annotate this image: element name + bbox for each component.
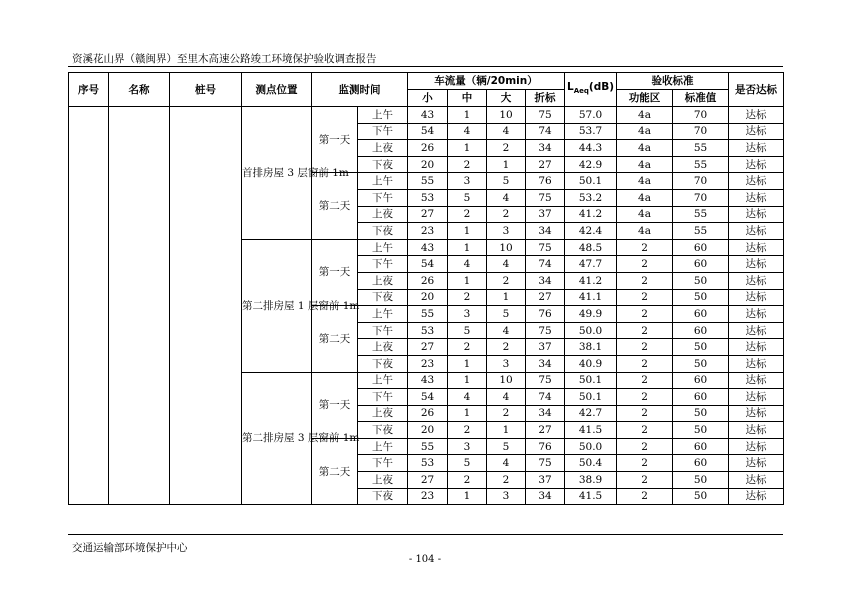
period-cell: 上午 [358, 306, 408, 323]
laeq-cell: 42.7 [565, 405, 617, 422]
period-cell: 上夜 [358, 206, 408, 223]
col-header-laeq [565, 73, 617, 107]
table-body [69, 107, 784, 505]
zone-cell: 2 [617, 472, 673, 489]
small-cell: 20 [408, 422, 448, 439]
pass-cell: 达标 [729, 289, 784, 306]
day-cell: 第一天 [312, 372, 358, 438]
converted-cell: 74 [526, 256, 565, 273]
converted-cell: 74 [526, 123, 565, 140]
converted-cell: 27 [526, 156, 565, 173]
medium-cell: 1 [448, 372, 487, 389]
small-cell: 26 [408, 272, 448, 289]
limit-cell: 50 [673, 488, 729, 505]
limit-cell: 50 [673, 339, 729, 356]
noise-monitoring-table [68, 72, 784, 505]
converted-cell: 75 [526, 189, 565, 206]
col-header-traffic: 车流量（辆/20min） [408, 73, 565, 90]
large-cell: 4 [487, 389, 526, 406]
medium-cell: 1 [448, 405, 487, 422]
zone-cell: 2 [617, 289, 673, 306]
pass-cell: 达标 [729, 156, 784, 173]
period-cell: 下夜 [358, 223, 408, 240]
day-cell: 第一天 [312, 107, 358, 173]
col-header-large: 大 [487, 90, 526, 107]
period-cell: 上午 [358, 173, 408, 190]
converted-cell: 34 [526, 223, 565, 240]
converted-cell: 37 [526, 339, 565, 356]
limit-cell: 60 [673, 256, 729, 273]
medium-cell: 2 [448, 472, 487, 489]
zone-cell: 2 [617, 339, 673, 356]
medium-cell: 1 [448, 107, 487, 124]
small-cell: 55 [408, 438, 448, 455]
laeq-cell: 40.9 [565, 355, 617, 372]
page-number: - 104 - [408, 554, 442, 565]
converted-cell: 27 [526, 422, 565, 439]
period-cell: 下午 [358, 455, 408, 472]
zone-cell: 4a [617, 123, 673, 140]
converted-cell: 76 [526, 306, 565, 323]
pass-cell: 达标 [729, 239, 784, 256]
table-row [69, 107, 784, 124]
period-cell: 上夜 [358, 405, 408, 422]
large-cell: 3 [487, 223, 526, 240]
small-cell: 27 [408, 206, 448, 223]
day-cell: 第二天 [312, 438, 358, 504]
period-cell: 下夜 [358, 355, 408, 372]
small-cell: 20 [408, 289, 448, 306]
medium-cell: 5 [448, 455, 487, 472]
laeq-cell: 50.0 [565, 322, 617, 339]
converted-cell: 76 [526, 438, 565, 455]
zone-cell: 2 [617, 405, 673, 422]
large-cell: 2 [487, 206, 526, 223]
period-cell: 上夜 [358, 140, 408, 157]
zone-cell: 4a [617, 107, 673, 124]
laeq-cell: 41.5 [565, 422, 617, 439]
zone-cell: 4a [617, 223, 673, 240]
zone-cell: 2 [617, 306, 673, 323]
large-cell: 1 [487, 156, 526, 173]
medium-cell: 1 [448, 355, 487, 372]
medium-cell: 1 [448, 272, 487, 289]
limit-cell: 50 [673, 355, 729, 372]
period-cell: 上午 [358, 438, 408, 455]
pass-cell: 达标 [729, 272, 784, 289]
limit-cell: 60 [673, 372, 729, 389]
period-cell: 下午 [358, 256, 408, 273]
converted-cell: 75 [526, 455, 565, 472]
location-cell: 第二排房屋 3 层窗前 1m [242, 372, 312, 505]
limit-cell: 50 [673, 405, 729, 422]
large-cell: 5 [487, 306, 526, 323]
converted-cell: 75 [526, 107, 565, 124]
pass-cell: 达标 [729, 389, 784, 406]
small-cell: 43 [408, 239, 448, 256]
pass-cell: 达标 [729, 140, 784, 157]
pass-cell: 达标 [729, 107, 784, 124]
large-cell: 3 [487, 488, 526, 505]
medium-cell: 4 [448, 123, 487, 140]
limit-cell: 60 [673, 322, 729, 339]
zone-cell: 4a [617, 189, 673, 206]
pass-cell: 达标 [729, 123, 784, 140]
laeq-cell: 50.0 [565, 438, 617, 455]
laeq-subscript: Aeq [573, 87, 589, 96]
large-cell: 4 [487, 322, 526, 339]
large-cell: 5 [487, 438, 526, 455]
large-cell: 1 [487, 422, 526, 439]
laeq-cell: 53.2 [565, 189, 617, 206]
pass-cell: 达标 [729, 306, 784, 323]
period-cell: 上夜 [358, 272, 408, 289]
pass-cell: 达标 [729, 322, 784, 339]
pass-cell: 达标 [729, 472, 784, 489]
large-cell: 2 [487, 472, 526, 489]
pass-cell: 达标 [729, 355, 784, 372]
zone-cell: 2 [617, 256, 673, 273]
limit-cell: 60 [673, 389, 729, 406]
small-cell: 54 [408, 123, 448, 140]
laeq-cell: 41.2 [565, 206, 617, 223]
medium-cell: 2 [448, 339, 487, 356]
converted-cell: 76 [526, 173, 565, 190]
zone-cell: 2 [617, 239, 673, 256]
converted-cell: 37 [526, 472, 565, 489]
limit-cell: 60 [673, 306, 729, 323]
large-cell: 4 [487, 256, 526, 273]
medium-cell: 2 [448, 289, 487, 306]
laeq-cell: 42.4 [565, 223, 617, 240]
zone-cell: 4a [617, 173, 673, 190]
period-cell: 下夜 [358, 488, 408, 505]
laeq-cell: 41.2 [565, 272, 617, 289]
col-header-location: 测点位置 [242, 73, 312, 107]
medium-cell: 4 [448, 256, 487, 273]
zone-cell: 2 [617, 455, 673, 472]
zone-cell: 4a [617, 140, 673, 157]
converted-cell: 34 [526, 355, 565, 372]
small-cell: 55 [408, 173, 448, 190]
medium-cell: 5 [448, 322, 487, 339]
medium-cell: 1 [448, 239, 487, 256]
large-cell: 2 [487, 339, 526, 356]
col-header-standard: 验收标准 [617, 73, 729, 90]
col-header-zone: 功能区 [617, 90, 673, 107]
laeq-cell: 53.7 [565, 123, 617, 140]
limit-cell: 55 [673, 223, 729, 240]
medium-cell: 2 [448, 422, 487, 439]
limit-cell: 50 [673, 289, 729, 306]
pass-cell: 达标 [729, 189, 784, 206]
period-cell: 下夜 [358, 289, 408, 306]
large-cell: 10 [487, 107, 526, 124]
period-cell: 下午 [358, 389, 408, 406]
large-cell: 10 [487, 239, 526, 256]
large-cell: 10 [487, 372, 526, 389]
medium-cell: 1 [448, 223, 487, 240]
zone-cell: 2 [617, 272, 673, 289]
zone-cell: 2 [617, 488, 673, 505]
laeq-cell: 44.3 [565, 140, 617, 157]
laeq-cell: 42.9 [565, 156, 617, 173]
limit-cell: 50 [673, 422, 729, 439]
large-cell: 1 [487, 289, 526, 306]
limit-cell: 55 [673, 140, 729, 157]
medium-cell: 3 [448, 438, 487, 455]
small-cell: 53 [408, 455, 448, 472]
zone-cell: 2 [617, 355, 673, 372]
pass-cell: 达标 [729, 206, 784, 223]
laeq-cell: 48.5 [565, 239, 617, 256]
zone-cell: 2 [617, 372, 673, 389]
converted-cell: 34 [526, 140, 565, 157]
laeq-symbol: L [567, 81, 574, 94]
period-cell: 上午 [358, 239, 408, 256]
limit-cell: 55 [673, 156, 729, 173]
period-cell: 上午 [358, 372, 408, 389]
laeq-cell: 50.1 [565, 173, 617, 190]
medium-cell: 1 [448, 140, 487, 157]
zone-cell: 2 [617, 389, 673, 406]
col-header-seq: 序号 [69, 73, 109, 107]
large-cell: 2 [487, 272, 526, 289]
day-cell: 第二天 [312, 173, 358, 239]
small-cell: 43 [408, 372, 448, 389]
medium-cell: 1 [448, 488, 487, 505]
small-cell: 23 [408, 223, 448, 240]
pass-cell: 达标 [729, 339, 784, 356]
col-header-limit: 标准值 [673, 90, 729, 107]
period-cell: 下午 [358, 189, 408, 206]
period-cell: 下夜 [358, 156, 408, 173]
converted-cell: 34 [526, 405, 565, 422]
stake-cell [170, 107, 242, 505]
limit-cell: 70 [673, 107, 729, 124]
small-cell: 20 [408, 156, 448, 173]
footer-org: 交通运输部环境保护中心 [72, 542, 188, 554]
laeq-cell: 41.1 [565, 289, 617, 306]
col-header-converted: 折标 [526, 90, 565, 107]
small-cell: 27 [408, 472, 448, 489]
converted-cell: 75 [526, 322, 565, 339]
pass-cell: 达标 [729, 422, 784, 439]
large-cell: 3 [487, 355, 526, 372]
pass-cell: 达标 [729, 173, 784, 190]
location-cell: 首排房屋 3 层窗前 1m [242, 107, 312, 240]
period-cell: 下午 [358, 123, 408, 140]
converted-cell: 27 [526, 289, 565, 306]
small-cell: 53 [408, 322, 448, 339]
large-cell: 5 [487, 173, 526, 190]
zone-cell: 2 [617, 438, 673, 455]
zone-cell: 2 [617, 422, 673, 439]
laeq-cell: 49.9 [565, 306, 617, 323]
limit-cell: 70 [673, 189, 729, 206]
small-cell: 23 [408, 355, 448, 372]
large-cell: 2 [487, 140, 526, 157]
limit-cell: 60 [673, 438, 729, 455]
limit-cell: 50 [673, 272, 729, 289]
small-cell: 26 [408, 405, 448, 422]
period-cell: 下夜 [358, 422, 408, 439]
pass-cell: 达标 [729, 405, 784, 422]
period-cell: 下午 [358, 322, 408, 339]
laeq-cell: 50.1 [565, 372, 617, 389]
large-cell: 4 [487, 455, 526, 472]
small-cell: 23 [408, 488, 448, 505]
period-cell: 上夜 [358, 339, 408, 356]
medium-cell: 4 [448, 389, 487, 406]
pass-cell: 达标 [729, 372, 784, 389]
converted-cell: 34 [526, 488, 565, 505]
limit-cell: 50 [673, 472, 729, 489]
col-header-time: 监测时间 [312, 73, 408, 107]
converted-cell: 34 [526, 272, 565, 289]
small-cell: 54 [408, 389, 448, 406]
laeq-unit: (dB) [588, 81, 615, 94]
pass-cell: 达标 [729, 223, 784, 240]
day-cell: 第二天 [312, 306, 358, 372]
medium-cell: 3 [448, 306, 487, 323]
zone-cell: 4a [617, 206, 673, 223]
pass-cell: 达标 [729, 256, 784, 273]
period-cell: 上夜 [358, 472, 408, 489]
laeq-cell: 50.1 [565, 389, 617, 406]
col-header-name: 名称 [109, 73, 170, 107]
col-header-stake: 桩号 [170, 73, 242, 107]
footer-divider [68, 534, 783, 535]
col-header-pass: 是否达标 [729, 73, 784, 107]
small-cell: 53 [408, 189, 448, 206]
large-cell: 4 [487, 123, 526, 140]
page-header-title: 资溪花山界（赣闽界）至里木高速公路竣工环境保护验收调查报告 [72, 53, 377, 65]
converted-cell: 37 [526, 206, 565, 223]
medium-cell: 5 [448, 189, 487, 206]
laeq-cell: 47.7 [565, 256, 617, 273]
limit-cell: 60 [673, 455, 729, 472]
col-header-medium: 中 [448, 90, 487, 107]
pass-cell: 达标 [729, 455, 784, 472]
converted-cell: 74 [526, 389, 565, 406]
day-cell: 第一天 [312, 239, 358, 305]
medium-cell: 2 [448, 156, 487, 173]
limit-cell: 60 [673, 239, 729, 256]
zone-cell: 4a [617, 156, 673, 173]
small-cell: 43 [408, 107, 448, 124]
header-divider [68, 66, 783, 67]
seq-cell [69, 107, 109, 505]
converted-cell: 75 [526, 239, 565, 256]
large-cell: 2 [487, 405, 526, 422]
laeq-cell: 41.5 [565, 488, 617, 505]
pass-cell: 达标 [729, 488, 784, 505]
period-cell: 上午 [358, 107, 408, 124]
laeq-cell: 38.9 [565, 472, 617, 489]
small-cell: 55 [408, 306, 448, 323]
limit-cell: 70 [673, 173, 729, 190]
laeq-cell: 38.1 [565, 339, 617, 356]
limit-cell: 70 [673, 123, 729, 140]
laeq-cell: 57.0 [565, 107, 617, 124]
location-cell: 第二排房屋 1 层窗前 1m [242, 239, 312, 372]
medium-cell: 2 [448, 206, 487, 223]
large-cell: 4 [487, 189, 526, 206]
small-cell: 26 [408, 140, 448, 157]
name-cell [109, 107, 170, 505]
col-header-small: 小 [408, 90, 448, 107]
converted-cell: 75 [526, 372, 565, 389]
zone-cell: 2 [617, 322, 673, 339]
small-cell: 27 [408, 339, 448, 356]
small-cell: 54 [408, 256, 448, 273]
medium-cell: 3 [448, 173, 487, 190]
laeq-cell: 50.4 [565, 455, 617, 472]
pass-cell: 达标 [729, 438, 784, 455]
limit-cell: 55 [673, 206, 729, 223]
